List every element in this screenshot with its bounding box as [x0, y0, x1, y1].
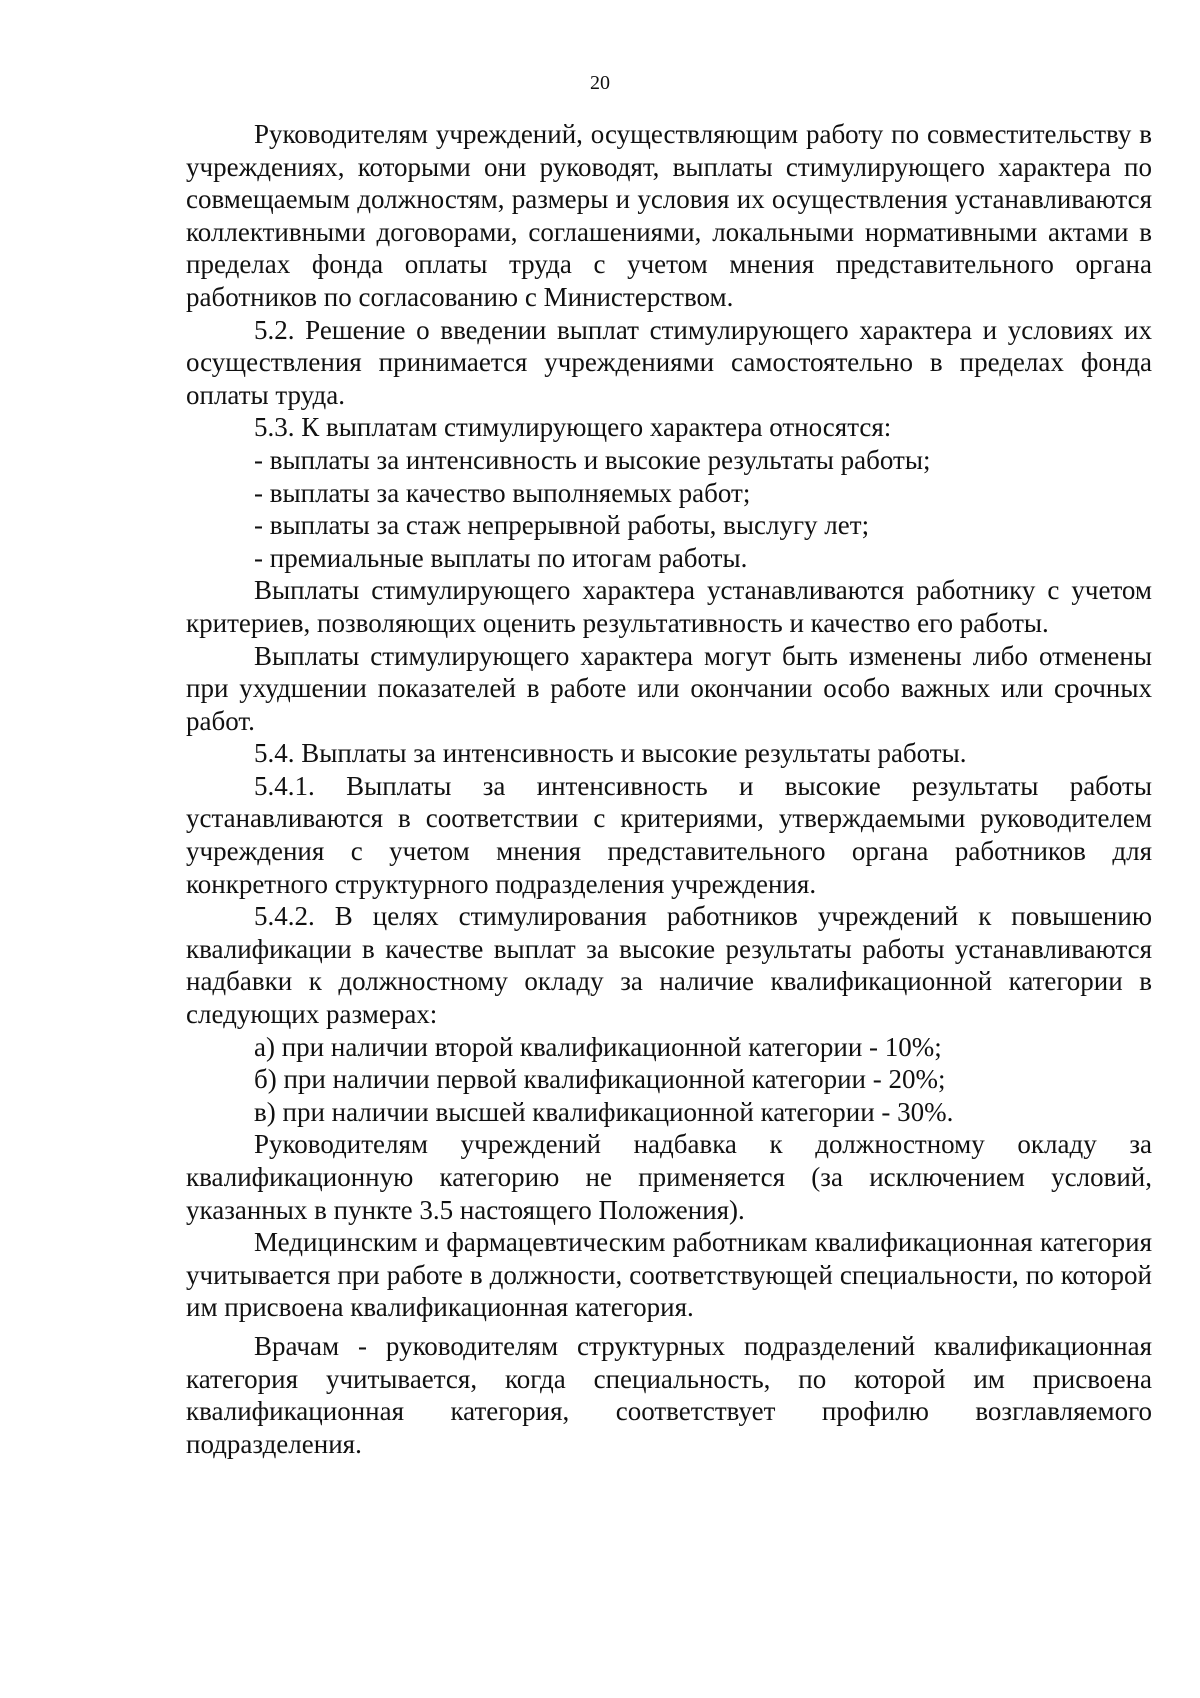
paragraph-medical-workers: Медицинским и фармацевтическим работникам квалификационная категория учитывается при работе в должности, соответствующей специальности, по которой им присвоена квалификационная категория. — [186, 1227, 1152, 1323]
list-item-highest-category: в) при наличии высшей квалификационной категории - 30%. — [254, 1096, 954, 1127]
paragraph-heads-no-allowance: Руководителям учреждений надбавка к должностному окладу за квалификационную категорию не применяется (за исключением условий, указанных в пункте 3.5 настоящего Положения). — [186, 1129, 1152, 1225]
paragraph-changes: Выплаты стимулирующего характера могут быть изменены либо отменены при ухудшении показателей в работе или окончании особо важных или срочных работ. — [186, 640, 1152, 736]
document-body — [186, 118, 1152, 1460]
paragraph-5-4-1: 5.4.1. Выплаты за интенсивность и высокие результаты работы устанавливаются в соответствии с критериями, утверждаемыми руководителем учреждения с учетом мнения представительного органа работников для конкретного структурного подразделения учреждения. — [186, 770, 1152, 899]
paragraph-5-2: 5.2. Решение о введении выплат стимулирующего характера и условиях их осуществления принимается учреждениями самостоятельно в пределах фонда оплаты труда. — [186, 314, 1152, 410]
list-item-bonus: - премиальные выплаты по итогам работы. — [254, 542, 748, 573]
list-item-quality: - выплаты за качество выполняемых работ; — [254, 477, 751, 508]
list-item-intensity: - выплаты за интенсивность и высокие результаты работы; — [254, 444, 931, 475]
paragraph-5-4-2: 5.4.2. В целях стимулирования работников учреждений к повышению квалификации в качестве выплат за высокие результаты работы устанавливаются надбавки к должностному окладу за наличие квалификационной категории в следующих размерах: — [186, 901, 1152, 1030]
paragraph-5-3: 5.3. К выплатам стимулирующего характера относятся: — [254, 412, 892, 443]
paragraph-criteria: Выплаты стимулирующего характера устанавливаются работнику с учетом критериев, позволяющих оценить результативность и качество его работы. — [186, 575, 1152, 638]
paragraph-doctors-heads: Врачам - руководителям структурных подразделений квалификационная категория учитывается, когда специальность, по которой им присвоена квалификационная категория, соответствует профилю возглавляемого подразделения. — [186, 1330, 1152, 1459]
paragraph-5-4: 5.4. Выплаты за интенсивность и высокие результаты работы. — [254, 738, 967, 769]
list-item-second-category: а) при наличии второй квалификационной категории - 10%; — [254, 1031, 942, 1062]
list-item-seniority: - выплаты за стаж непрерывной работы, выслугу лет; — [254, 510, 870, 541]
paragraph-heads-combined-work: Руководителям учреждений, осуществляющим работу по совместительству в учреждениях, которыми они руководят, выплаты стимулирующего характера по совмещаемым должностям, размеры и условия их осуществления устанавливаются коллективными договорами, соглашениями, локальными нормативными актами в пределах фонда оплаты труда с учетом мнения представительного органа работников по согласованию с Министерством. — [186, 119, 1152, 312]
list-item-first-category: б) при наличии первой квалификационной категории - 20%; — [254, 1064, 946, 1095]
page-number: 20 — [590, 72, 610, 94]
